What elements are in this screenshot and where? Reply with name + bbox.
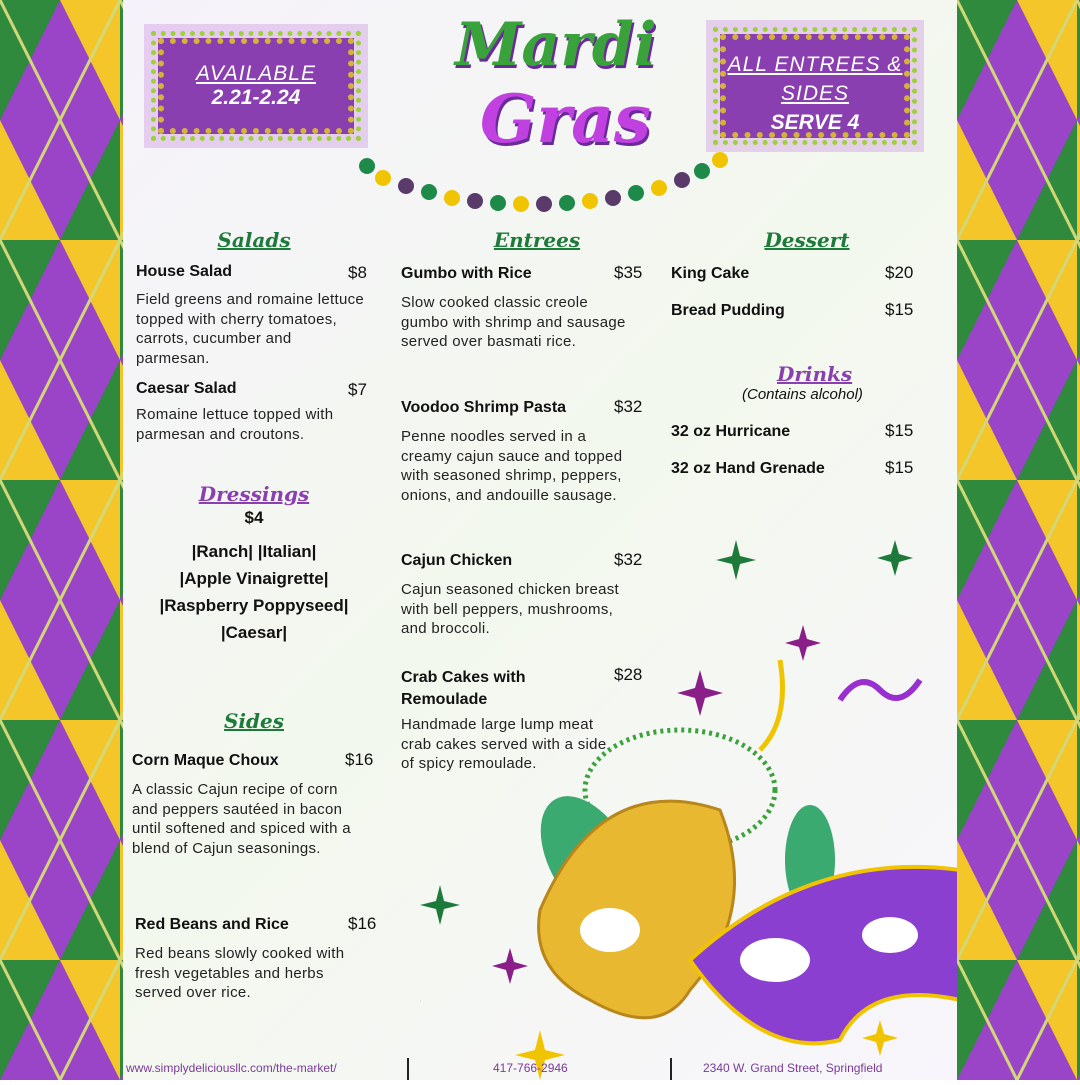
- serve-line1: ALL ENTREES &: [727, 53, 903, 76]
- logo-gras: Gras: [480, 80, 652, 158]
- footer-website[interactable]: www.simplydeliciousllc.com/the-market/: [126, 1061, 337, 1075]
- dressings-heading: Dressings: [198, 482, 310, 506]
- item-name: 32 oz Hand Grenade: [671, 460, 825, 477]
- item-name: Caesar Salad: [136, 380, 237, 397]
- item-price: $32: [614, 397, 643, 416]
- item-desc: Field greens and romaine lettuce topped with cherry tomatoes, carrots, cucumber and parmesan.: [136, 291, 365, 367]
- dressings-list: [136, 538, 372, 646]
- item-name: Voodoo Shrimp Pasta: [401, 399, 567, 416]
- available-dates: 2.21-2.24: [211, 86, 301, 109]
- item-price: $32: [614, 550, 643, 569]
- item-price: $35: [614, 263, 643, 282]
- serve-line3: SERVE 4: [770, 111, 860, 134]
- dressing-line: |Apple Vinaigrette|: [179, 569, 329, 588]
- item-price: $8: [348, 263, 367, 282]
- item-desc: Romaine lettuce topped with parmesan and croutons.: [136, 406, 334, 443]
- salads-heading: Salads: [217, 228, 291, 252]
- argyle-border-right: [957, 0, 1080, 1080]
- item-price: $15: [885, 458, 914, 477]
- item-price: $16: [348, 914, 377, 933]
- dessert-heading: Dessert: [764, 228, 850, 252]
- availability-badge: [158, 38, 354, 134]
- dressings-price: $4: [244, 508, 264, 527]
- dressing-line: |Raspberry Poppyseed|: [159, 596, 349, 615]
- argyle-border-left: [0, 0, 123, 1080]
- item-name: Cajun Chicken: [401, 552, 513, 569]
- item-name: King Cake: [671, 265, 750, 282]
- item-price: $15: [885, 300, 914, 319]
- item-price: $15: [885, 421, 914, 440]
- item-name: Crab Cakes with Remoulade: [401, 669, 526, 708]
- serve-badge: [720, 34, 910, 138]
- item-name: Gumbo with Rice: [401, 265, 532, 282]
- serve-line2: SIDES: [780, 82, 850, 105]
- dressing-line: |Caesar|: [220, 623, 288, 642]
- dressing-line: |Ranch| |Italian|: [191, 542, 317, 561]
- item-price: $7: [348, 380, 367, 399]
- item-name: House Salad: [136, 263, 233, 280]
- item-desc: Red beans slowly cooked with fresh vegetables and herbs served over rice.: [135, 945, 345, 1001]
- available-label: AVAILABLE: [196, 62, 316, 85]
- item-desc: A classic Cajun recipe of corn and peppers sautéed in bacon until softened and spiced with a blend of Cajun seasonings.: [132, 781, 351, 857]
- footer-phone: 417-766-2946: [493, 1061, 568, 1075]
- drinks-heading: Drinks: [777, 362, 853, 386]
- item-name: Red Beans and Rice: [135, 916, 289, 933]
- logo-mardi: Mardi: [455, 10, 657, 80]
- entrees-heading: Entrees: [493, 228, 581, 252]
- drinks-note: (Contains alcohol): [742, 386, 863, 403]
- item-desc: Handmade large lump meat crab cakes served with a side of spicy remoulade.: [401, 716, 607, 772]
- item-price: $20: [885, 263, 914, 282]
- item-price: $16: [345, 750, 374, 769]
- item-desc: Penne noodles served in a creamy cajun sauce and topped with seasoned shrimp, peppers, onions, and andouille sausage.: [401, 428, 623, 504]
- sides-heading: Sides: [223, 709, 284, 733]
- mardi-gras-masks-illustration: [420, 530, 957, 1080]
- footer-address: 2340 W. Grand Street, Springfield: [703, 1061, 883, 1075]
- item-name: 32 oz Hurricane: [671, 423, 791, 440]
- item-name: Corn Maque Choux: [132, 752, 279, 769]
- item-desc: Cajun seasoned chicken breast with bell peppers, mushrooms, and broccoli.: [401, 581, 619, 637]
- footer-divider: [670, 1058, 672, 1080]
- item-name: Bread Pudding: [671, 302, 785, 319]
- footer-divider: [407, 1058, 409, 1080]
- item-desc: Slow cooked classic creole gumbo with shrimp and sausage served over basmati rice.: [401, 294, 626, 350]
- item-price: $28: [614, 665, 643, 684]
